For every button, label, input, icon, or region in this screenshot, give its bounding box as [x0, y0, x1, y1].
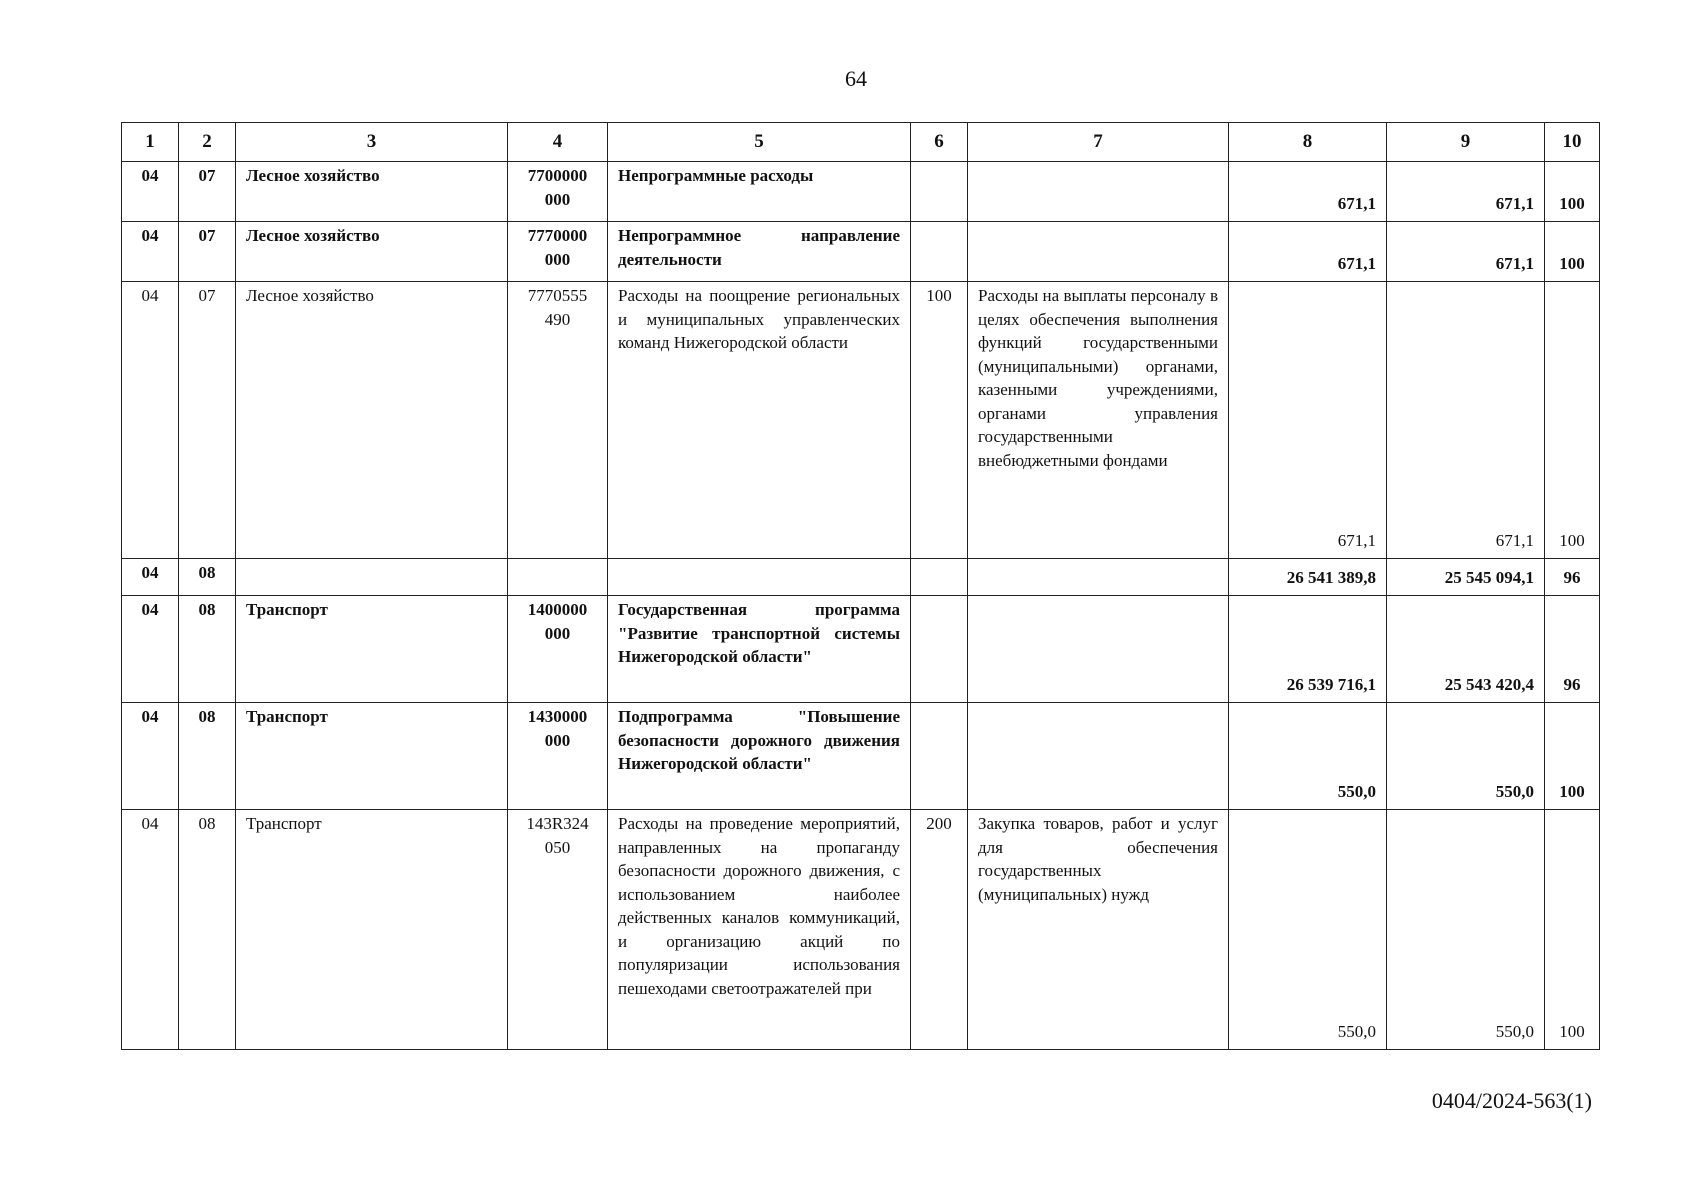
execution-percent: 96	[1545, 596, 1600, 703]
subsection-code: 07	[179, 162, 236, 222]
document-code: 0404/2024-563(1)	[1431, 1088, 1592, 1113]
subsection-code: 08	[179, 810, 236, 1050]
section-code: 04	[122, 703, 179, 810]
table-header-row	[122, 123, 1600, 162]
section-name: Лесное хозяйство	[236, 162, 508, 222]
expense-type-code: 200	[911, 810, 968, 1050]
amount-executed: 25 545 094,1	[1387, 559, 1545, 596]
section-name: Лесное хозяйство	[236, 282, 508, 559]
budget-table	[121, 122, 1600, 1050]
expense-type-name	[968, 162, 1229, 222]
amount-executed: 550,0	[1387, 703, 1545, 810]
execution-percent: 100	[1545, 810, 1600, 1050]
target-article-code: 7770000 000	[508, 222, 608, 282]
section-name: Транспорт	[236, 703, 508, 810]
amount-executed: 671,1	[1387, 162, 1545, 222]
header-cell: 9	[1387, 123, 1545, 162]
section-name: Транспорт	[236, 596, 508, 703]
execution-percent: 96	[1545, 559, 1600, 596]
section-code: 04	[122, 222, 179, 282]
page-number: 64	[845, 66, 867, 91]
article-name: Непрограммные расходы	[608, 162, 911, 222]
header-cell: 2	[179, 123, 236, 162]
subsection-code: 08	[179, 596, 236, 703]
header-cell: 4	[508, 123, 608, 162]
header-cell: 6	[911, 123, 968, 162]
target-article-code: 1430000 000	[508, 703, 608, 810]
target-article-code: 143R324 050	[508, 810, 608, 1050]
expense-type-name: Закупка товаров, работ и услуг для обеспечения государственных (муниципальных) нужд	[968, 810, 1229, 1050]
expense-type-code	[911, 596, 968, 703]
expense-type-code	[911, 222, 968, 282]
amount-executed: 671,1	[1387, 222, 1545, 282]
section-code: 04	[122, 559, 179, 596]
execution-percent: 100	[1545, 162, 1600, 222]
section-code: 04	[122, 810, 179, 1050]
subsection-code: 07	[179, 282, 236, 559]
amount-planned: 550,0	[1229, 703, 1387, 810]
subsection-code: 08	[179, 703, 236, 810]
amount-planned: 671,1	[1229, 282, 1387, 559]
article-name: Расходы на поощрение региональных и муниципальных управленческих команд Нижегородской области	[608, 282, 911, 559]
subsection-code: 07	[179, 222, 236, 282]
header-cell: 1	[122, 123, 179, 162]
expense-type-name	[968, 222, 1229, 282]
target-article-code: 1400000 000	[508, 596, 608, 703]
amount-executed: 671,1	[1387, 282, 1545, 559]
target-article-code: 7770555 490	[508, 282, 608, 559]
expense-type-code	[911, 162, 968, 222]
expense-type-name	[968, 703, 1229, 810]
execution-percent: 100	[1545, 222, 1600, 282]
table-row	[122, 162, 1600, 222]
amount-planned: 671,1	[1229, 162, 1387, 222]
table-row	[122, 282, 1600, 559]
execution-percent: 100	[1545, 282, 1600, 559]
amount-executed: 25 543 420,4	[1387, 596, 1545, 703]
table-row	[122, 703, 1600, 810]
section-name	[236, 559, 508, 596]
header-cell: 7	[968, 123, 1229, 162]
expense-type-name	[968, 559, 1229, 596]
amount-planned: 550,0	[1229, 810, 1387, 1050]
header-cell: 5	[608, 123, 911, 162]
amount-executed: 550,0	[1387, 810, 1545, 1050]
section-code: 04	[122, 596, 179, 703]
header-cell: 8	[1229, 123, 1387, 162]
table-row	[122, 222, 1600, 282]
article-name	[608, 559, 911, 596]
target-article-code: 7700000 000	[508, 162, 608, 222]
table-row	[122, 559, 1600, 596]
section-code: 04	[122, 282, 179, 559]
amount-planned: 671,1	[1229, 222, 1387, 282]
article-name: Расходы на проведение мероприятий, направленных на пропаганду безопасности дорожного движения, с использованием наиболее действенных каналов коммуникаций, и организацию акций по популяризации использования пешеходами светоотражателей при	[608, 810, 911, 1050]
expense-type-name: Расходы на выплаты персоналу в целях обеспечения выполнения функций государственными (муниципальными) органами, казенными учреждениями, органами управления государственными внебюджетными фондами	[968, 282, 1229, 559]
subsection-code: 08	[179, 559, 236, 596]
section-code: 04	[122, 162, 179, 222]
amount-planned: 26 539 716,1	[1229, 596, 1387, 703]
expense-type-code	[911, 559, 968, 596]
table-row	[122, 596, 1600, 703]
table-row	[122, 810, 1600, 1050]
article-name: Подпрограмма "Повышение безопасности дорожного движения Нижегородской области"	[608, 703, 911, 810]
expense-type-code	[911, 703, 968, 810]
section-name: Лесное хозяйство	[236, 222, 508, 282]
section-name: Транспорт	[236, 810, 508, 1050]
target-article-code	[508, 559, 608, 596]
expense-type-name	[968, 596, 1229, 703]
execution-percent: 100	[1545, 703, 1600, 810]
header-cell: 3	[236, 123, 508, 162]
article-name: Государственная программа "Развитие транспортной системы Нижегородской области"	[608, 596, 911, 703]
amount-planned: 26 541 389,8	[1229, 559, 1387, 596]
expense-type-code: 100	[911, 282, 968, 559]
article-name: Непрограммное направление деятельности	[608, 222, 911, 282]
header-cell: 10	[1545, 123, 1600, 162]
